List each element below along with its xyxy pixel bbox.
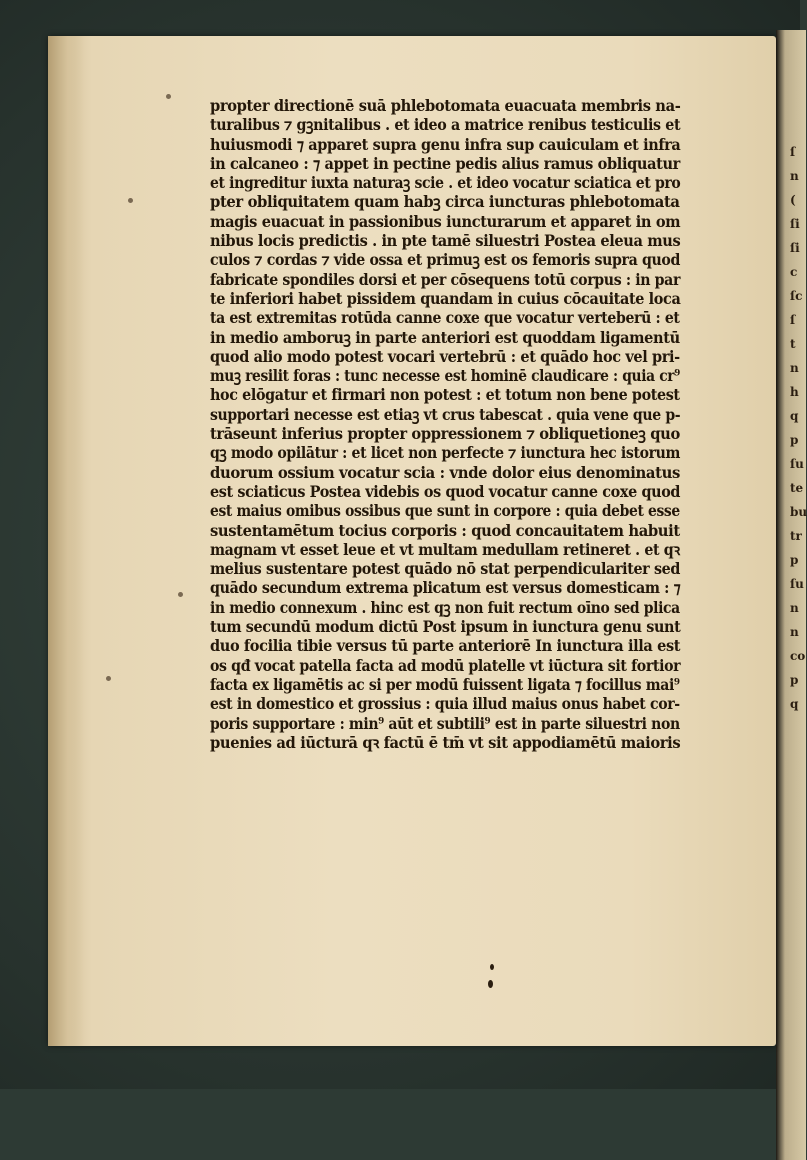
margin-mark: [128, 198, 133, 203]
facing-page-fragment: n: [790, 601, 799, 615]
facing-page-fragment: p: [790, 553, 799, 567]
facing-page-fragment: (: [790, 193, 796, 207]
facing-page-fragment: te: [790, 481, 804, 495]
text-line: melius sustentare potest quādo nō stat perpendiculariter sed: [210, 559, 681, 579]
text-line: duorum ossium vocatur scia : vnde dolor eius denominatus: [210, 462, 680, 482]
facing-page-fragment: ſu: [790, 577, 804, 591]
facing-page-fragment: q: [790, 409, 799, 423]
text-line: huiusmodi ⁊ apparet supra genu infra sup cauiculam et infra: [210, 134, 681, 154]
facing-page-fragment: ſi: [790, 217, 800, 231]
text-column: [210, 96, 680, 752]
text-line: ta est extremitas rotūda canne coxe que vocatur verteberū : et: [210, 308, 680, 328]
text-line: et ingreditur iuxta naturaꝫ scie . et ideo vocatur sciatica et pro: [210, 173, 681, 193]
text-line: pter obliquitatem quam habꝫ circa iuncturas phlebotomata: [210, 192, 680, 212]
text-line: hoc elōgatur et firmari non potest : et totum non bene potest: [210, 385, 680, 405]
text-line: quod alio modo potest vocari vertebrū : et quādo hoc vel pri-: [210, 346, 680, 366]
facing-page-fragment: t: [790, 337, 796, 351]
margin-mark: [106, 676, 111, 681]
text-line: sustentamētum tocius corporis : quod concauitatem habuit: [210, 520, 680, 540]
text-line: est sciaticus Postea videbis os quod vocatur canne coxe quod: [210, 481, 681, 501]
text-line: poris supportare : min⁹ aūt et subtili⁹ est in parte siluestri non: [210, 713, 680, 733]
text-line: tum secundū modum dictū Post ipsum in iunctura genu sunt: [210, 617, 681, 637]
text-line: supportari necesse est etiaꝫ vt crus tabescat . quia vene que p-: [210, 404, 681, 424]
text-line: puenies ad iūcturā qꝛ factū ē tm̄ vt sit appodiamētū maioris: [210, 732, 681, 752]
text-line: est in domestico et grossius : quia illud maius onus habet cor-: [210, 694, 680, 714]
text-line: nibus locis predictis . in pte tamē siluestri Postea eleua mus: [210, 231, 681, 251]
text-line: turalibus ⁊ gꝫnitalibus . et ideo a matrice renibus testiculis et: [210, 115, 681, 135]
facing-page-fragment: ſ: [790, 145, 796, 159]
facing-page-fragment: n: [790, 169, 799, 183]
facing-page-fragment: ſi: [790, 241, 800, 255]
page-gutter: [48, 36, 84, 1046]
facing-page-fragment: q: [790, 697, 799, 711]
text-line: magnam vt esset leue et vt multam medullam retineret . et qꝛ: [210, 539, 680, 559]
facing-page-fragment: bu: [790, 505, 807, 519]
facing-page-fragment: h: [790, 385, 799, 399]
text-line: est maius omibus ossibus que sunt in corpore : quia debet esse: [210, 501, 680, 521]
ink-spot: [490, 964, 494, 970]
facing-page-fragment: ſu: [790, 457, 804, 471]
text-line: culos ⁊ cordas ⁊ vide ossa et primuꝫ est os femoris supra quod: [210, 250, 681, 270]
facing-page-fragment: ſ: [790, 313, 796, 327]
facing-page-edge: [776, 30, 806, 1160]
margin-mark: [166, 94, 171, 99]
text-line: duo focilia tibie versus tū parte anteriorē In iunctura illa est: [210, 636, 681, 656]
text-line: in medio connexum . hinc est qꝫ non fuit rectum oīno sed plica: [210, 597, 680, 617]
facing-page-fragment: ſc: [790, 289, 803, 303]
facing-page-fragment: p: [790, 433, 799, 447]
text-line: te inferiori habet pissidem quandam in cuius cōcauitate loca: [210, 288, 681, 308]
facing-page-fragment: n: [790, 361, 799, 375]
text-line: in medio amboruꝫ in parte anteriori est quoddam ligamentū: [210, 327, 680, 347]
facing-page-fragment: n: [790, 625, 799, 639]
text-line: facta ex ligamētis ac si per modū fuissent ligata ⁊ focillus mai⁹: [210, 674, 680, 694]
facing-page-fragment: p: [790, 673, 799, 687]
ink-spot: [488, 980, 493, 988]
text-line: in calcaneo : ⁊ appet in pectine pedis alius ramus obliquatur: [210, 153, 680, 173]
text-line: quādo secundum extrema plicatum est versus domesticam : ⁊: [210, 578, 681, 598]
margin-mark: [178, 592, 183, 597]
facing-page-fragment: c: [790, 265, 798, 279]
text-line: fabricate spondiles dorsi et per cōsequens totū corpus : in par: [210, 269, 681, 289]
text-line: propter directionē suā phlebotomata euacuata membris na-: [210, 96, 681, 115]
text-line: qꝫ modo opilātur : et licet non perfecte ⁊ iunctura hec istorum: [210, 443, 681, 463]
text-line: trāseunt inferius propter oppressionem ⁊ obliquetioneꝫ quo: [210, 424, 680, 444]
facing-page-fragment: co: [790, 649, 806, 663]
text-line: magis euacuat in passionibus iuncturarum et apparet in om: [210, 211, 681, 231]
facing-page-fragment: tr: [790, 529, 802, 543]
text-line: muꝫ resilit foras : tunc necesse est hominē claudicare : quia cr⁹: [210, 366, 680, 386]
text-line: os qđ vocat patella facta ad modū platelle vt iūctura sit fortior: [210, 655, 681, 675]
